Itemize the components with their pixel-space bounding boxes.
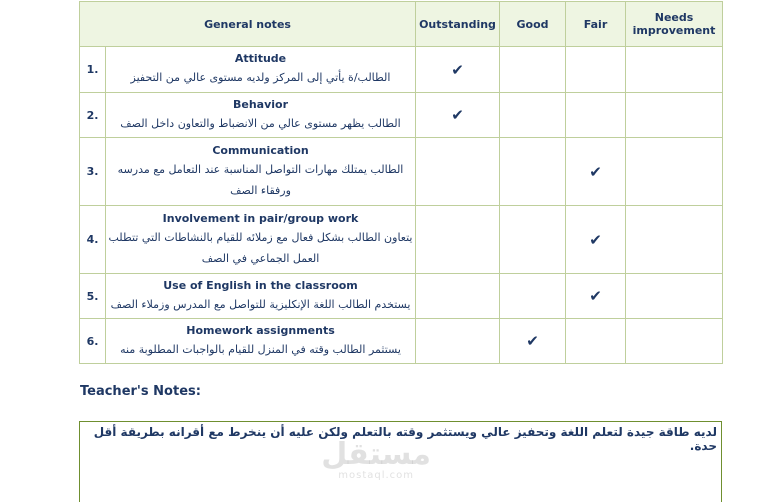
rating-cell-outstanding[interactable] [416, 47, 500, 93]
row-number: 4. [80, 206, 106, 274]
row-note-description: يستثمر الطالب وقته في المنزل للقيام بالواجبات المطلوبة منه [120, 342, 401, 356]
header-good: Good [500, 2, 566, 47]
row-number: 3. [80, 138, 106, 206]
check-icon: ✔ [589, 230, 602, 249]
rating-cell-good[interactable] [500, 138, 566, 206]
rating-cell-fair[interactable] [566, 138, 626, 206]
table-row [80, 206, 723, 274]
rating-cell-good[interactable] [500, 206, 566, 274]
row-note-description: الطالب يظهر مستوى عالي من الانضباط والتعاون داخل الصف [120, 116, 401, 130]
rating-cell-good[interactable] [500, 47, 566, 93]
rating-cell-needs-improvement[interactable] [626, 47, 723, 93]
header-general-notes: General notes [80, 2, 416, 47]
row-note-title: Communication [212, 143, 309, 157]
watermark-latin: mostaql.com [338, 470, 415, 481]
check-icon: ✔ [526, 332, 539, 350]
table-row [80, 47, 723, 93]
row-note-description: الطالب يمتلك مهارات التواصل المناسبة عند التعامل مع مدرسه ورفقاء الصف [117, 162, 404, 197]
rating-cell-fair[interactable] [566, 274, 626, 319]
row-number: 1. [80, 47, 106, 93]
rating-cell-outstanding[interactable] [416, 138, 500, 206]
header-outstanding: Outstanding [416, 2, 500, 47]
row-note-description: يتعاون الطالب بشكل فعال مع زملائه للقيام بالنشاطات التي تتطلب العمل الجماعي في الصف [108, 230, 413, 265]
table-header-row [80, 2, 723, 47]
header-fair: Fair [566, 2, 626, 47]
rating-cell-outstanding[interactable] [416, 206, 500, 274]
rating-cell-fair[interactable] [566, 319, 626, 364]
header-needs-improvement: Needs improvement [626, 2, 723, 47]
rating-cell-fair[interactable] [566, 206, 626, 274]
teacher-notes-heading: Teacher's Notes: [80, 384, 201, 399]
teacher-notes-box[interactable] [79, 421, 722, 502]
rating-cell-outstanding[interactable] [416, 274, 500, 319]
rating-cell-outstanding[interactable] [416, 319, 500, 364]
check-icon: ✔ [451, 60, 464, 79]
row-note-title: Homework assignments [186, 323, 335, 337]
row-note-title: Behavior [232, 97, 289, 111]
row-note [106, 93, 416, 138]
table-row [80, 319, 723, 364]
check-icon: ✔ [589, 287, 602, 305]
row-number: 2. [80, 93, 106, 138]
row-number: 5. [80, 274, 106, 319]
rating-cell-good[interactable] [500, 274, 566, 319]
rating-cell-good[interactable] [500, 319, 566, 364]
table-row [80, 93, 723, 138]
rating-cell-needs-improvement[interactable] [626, 138, 723, 206]
row-note-description: الطالب/ة يأتي إلى المركز ولديه مستوى عالي من التحفيز [130, 71, 391, 84]
row-number: 6. [80, 319, 106, 364]
row-note [106, 274, 416, 319]
table-row [80, 138, 723, 206]
rating-cell-fair[interactable] [566, 47, 626, 93]
check-icon: ✔ [451, 106, 464, 124]
row-note [106, 138, 416, 206]
rating-cell-fair[interactable] [566, 93, 626, 138]
watermark-arabic: مستقل [321, 437, 431, 472]
row-note-description: يستخدم الطالب اللغة الإنكليزية للتواصل مع المدرس وزملاء الصف [110, 297, 411, 311]
evaluation-table [79, 1, 723, 364]
check-icon: ✔ [589, 162, 602, 181]
row-note-title: Use of English in the classroom [163, 278, 358, 292]
row-note-title: Involvement in pair/group work [162, 211, 359, 225]
row-note-title: Attitude [234, 52, 287, 65]
rating-cell-needs-improvement[interactable] [626, 206, 723, 274]
rating-cell-needs-improvement[interactable] [626, 274, 723, 319]
row-note [106, 47, 416, 93]
table-row [80, 274, 723, 319]
rating-cell-needs-improvement[interactable] [626, 93, 723, 138]
teacher-notes-text: لديه طاقة جيدة لتعلم اللغة وتحفيز عالي ويستثمر وقته بالتعلم ولكن عليه أن ينخرط مع أقرانه بطريقة أقل حدة. [93, 425, 717, 453]
rating-cell-good[interactable] [500, 93, 566, 138]
rating-cell-outstanding[interactable] [416, 93, 500, 138]
row-note [106, 206, 416, 274]
row-note [106, 319, 416, 364]
rating-cell-needs-improvement[interactable] [626, 319, 723, 364]
